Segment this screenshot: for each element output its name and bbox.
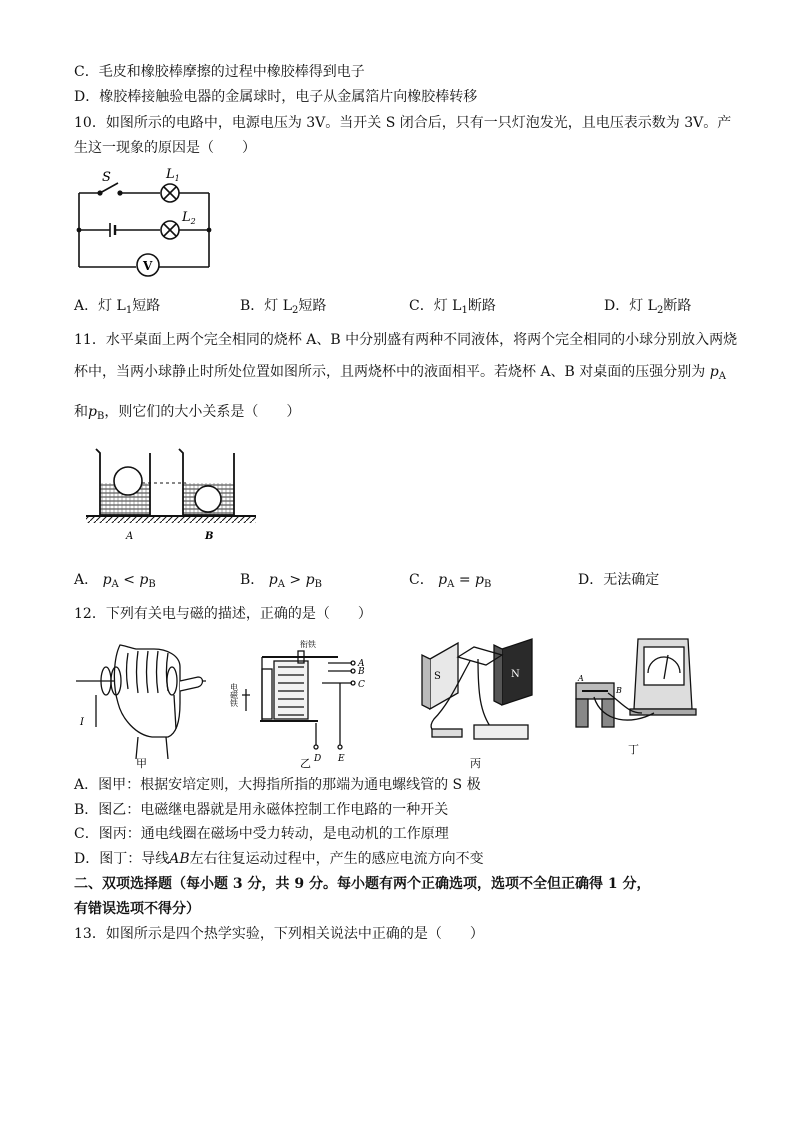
q9-option-c: C．毛皮和橡胶棒摩擦的过程中橡胶棒得到电子: [74, 64, 365, 80]
q11-option-a: A． $p_A < p_B$: [74, 572, 156, 590]
q12-fig-bing-caption: 丙: [470, 757, 481, 770]
q11-option-c: C． $p_A = p_B$: [409, 572, 492, 590]
q11-option-d: D．无法确定: [578, 572, 660, 588]
section-2-heading-line2: 有错误选项不得分）: [74, 901, 200, 917]
q10-stem-line1: 10．如图所示的电路中，电源电压为 3V。当开关 S 闭合后，只有一只灯泡发光，且电压表示数为 3V。产: [74, 115, 732, 131]
q12-fig-yi-armature-label: 衔铁: [300, 640, 316, 649]
section-2-heading-line1: 二、双项选择题（每小题 3 分，共 9 分。每小题有两个正确选项，选项不全但正确得 1 分，: [74, 876, 651, 892]
q12-fig-jia-caption: 甲: [136, 757, 147, 770]
q10-option-d: D．灯 $L_2$断路: [604, 298, 692, 316]
q10-fig-l1-label: $L_1$: [166, 167, 180, 183]
q10-option-c: C．灯 $L_1$断路: [409, 298, 496, 316]
q12-fig-ding-b-label: B: [616, 686, 622, 695]
q12-fig-yi-caption: 乙: [300, 757, 311, 770]
q11-option-b: B． $p_A > p_B$: [240, 572, 322, 590]
q11-fig-label-a: A: [126, 531, 134, 542]
q12-option-b: B．图乙：电磁继电器就是用永磁体控制工作电路的一种开关: [74, 802, 449, 818]
q13-stem: 13．如图所示是四个热学实验，下列相关说法中正确的是（ ）: [74, 926, 484, 942]
q10-fig-voltmeter-label: V: [143, 259, 153, 273]
q12-fig-ding-caption: 丁: [628, 743, 639, 756]
q11-stem-line1: 11．水平桌面上两个完全相同的烧杯 A、B 中分别盛有两种不同液体，将两个完全相同的小球分别放入两烧: [74, 332, 738, 348]
q10-fig-l2-label: $L_2$: [182, 210, 196, 226]
q11-beakers-figure: [84, 443, 264, 543]
q9-option-d: D．橡胶棒接触验电器的金属球时，电子从金属箔片向橡胶棒转移: [74, 89, 478, 105]
q10-fig-switch-label: S: [102, 170, 111, 185]
q12-fig-ding-a-label: A: [578, 674, 584, 683]
q11-stem-line3: 和$p_B$，则它们的大小关系是（ ）: [74, 404, 301, 422]
q12-fig-bing-motor: [418, 633, 538, 771]
q12-fig-yi-electromagnet-label: 电磁铁: [229, 683, 239, 707]
q11-stem-line2: 杯中，当两小球静止时所处位置如图所示，且两烧杯中的液面相平。若烧杯 A、B 对桌面的压强分别为 $p_A$: [74, 364, 726, 382]
q10-option-b: B．灯 $L_2$短路: [240, 298, 327, 316]
q12-option-c: C．图丙：通电线圈在磁场中受力转动，是电动机的工作原理: [74, 826, 449, 842]
q12-fig-yi-d-label: D: [314, 754, 322, 764]
q10-stem-line2: 生这一现象的原因是（ ）: [74, 140, 256, 156]
q12-fig-jia-current-label: I: [80, 717, 84, 728]
q12-fig-yi-relay: [229, 637, 382, 770]
q12-fig-yi-b-label: B: [358, 667, 365, 677]
q10-circuit-diagram: [72, 163, 222, 273]
q12-option-d: D．图丁：导线AB左右往复运动过程中，产生的感应电流方向不变: [74, 851, 484, 867]
q12-option-a: A．图甲：根据安培定则，大拇指所指的那端为通电螺线管的 S 极: [74, 777, 481, 793]
q12-fig-jia-solenoid-hand: [76, 637, 212, 769]
q10-option-a: A．灯 $L_1$短路: [74, 298, 161, 316]
q12-fig-bing-s-label: S: [434, 671, 441, 682]
q12-stem: 12．下列有关电与磁的描述，正确的是（ ）: [74, 606, 372, 622]
q12-fig-ding-galvanometer: [572, 633, 698, 771]
q12-fig-yi-c-label: C: [358, 680, 365, 690]
q12-fig-yi-e-label: E: [338, 754, 345, 764]
q11-fig-label-b: B: [205, 531, 214, 542]
q12-fig-bing-n-label: N: [511, 669, 520, 680]
q12-fig-yi-a-label: A: [358, 659, 365, 669]
